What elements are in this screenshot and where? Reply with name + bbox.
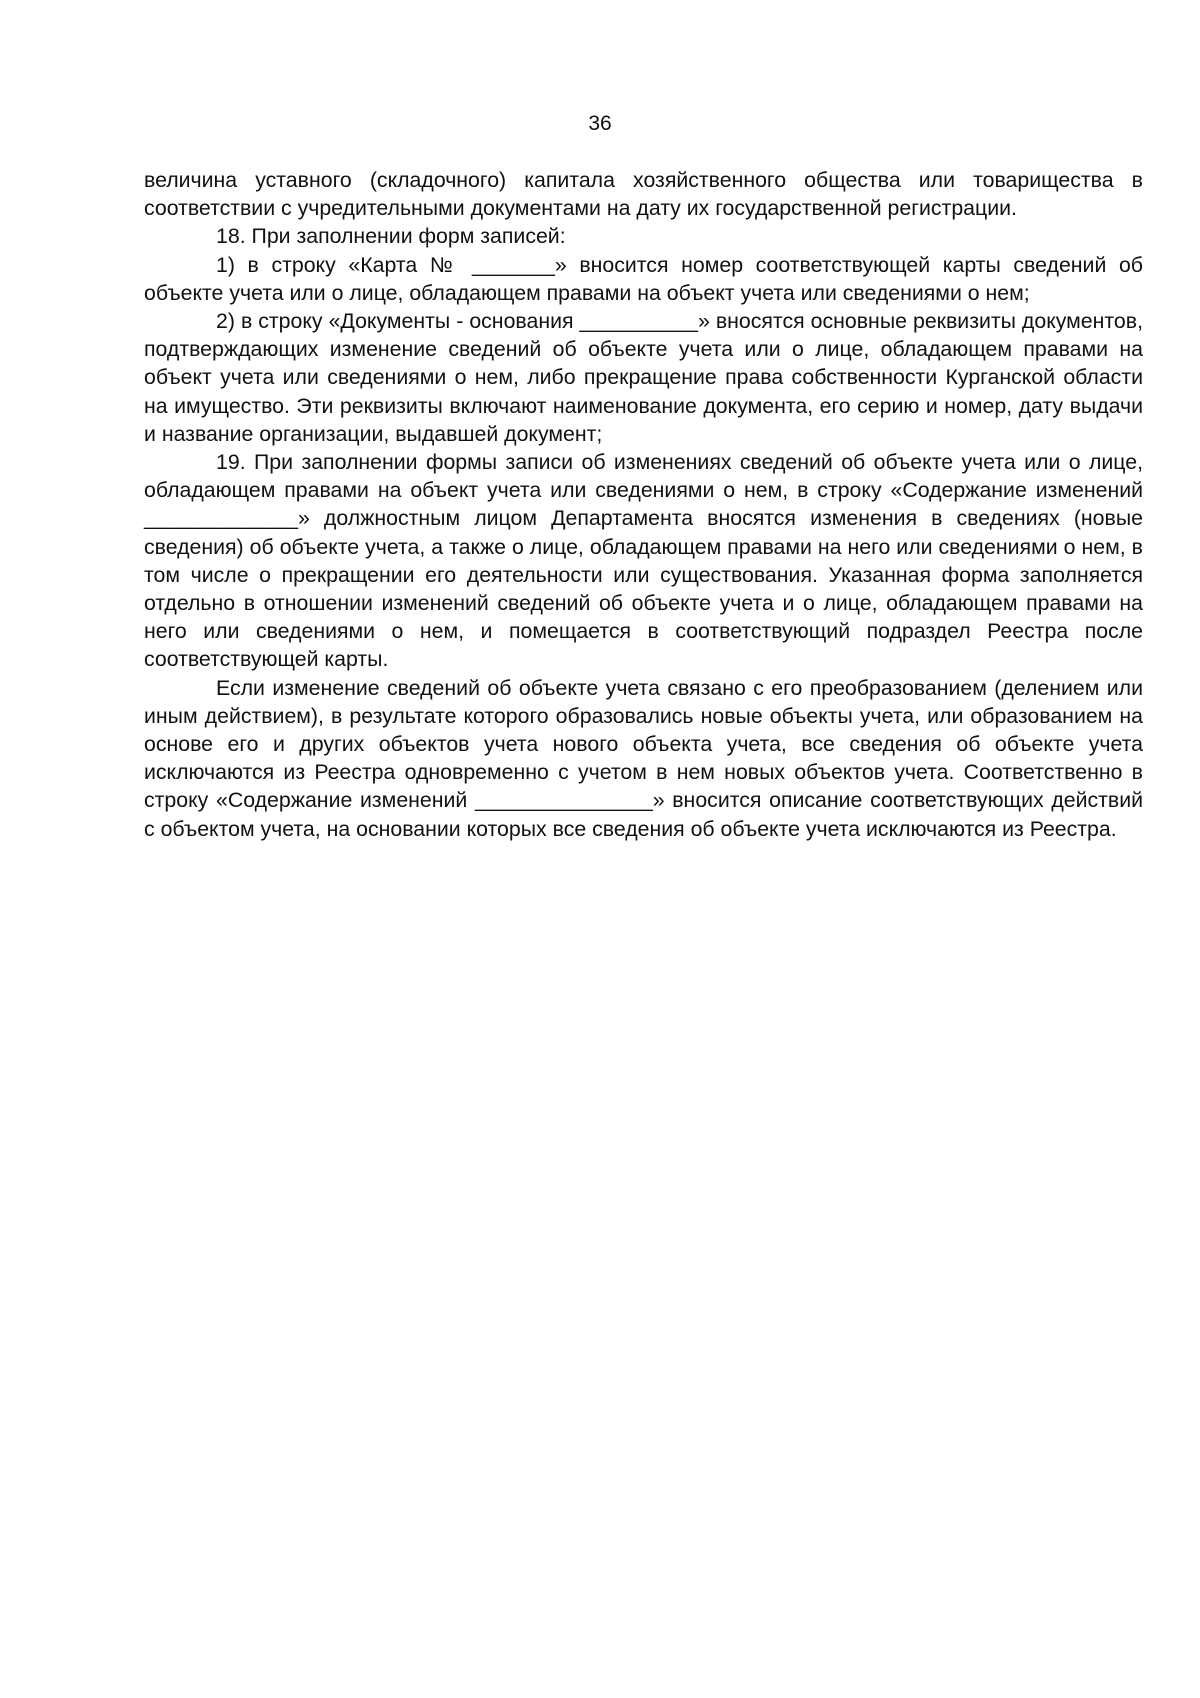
paragraph-capital-value: величина уставного (складочного) капитала хозяйственного общества или товарищества в соответствии с учредительными документами на дату их государственной регистрации.: [144, 168, 1143, 221]
paragraph-transformation: Если изменение сведений об объекте учета связано с его преобразованием (делением или иным действием), в результате которого образовались новые объекты учета, или образованием на основе его и других объектов учета нового объекта учета, все сведения об объекте учета исключаются из Реестра одновременно с учетом в нем новых объектов учета. Соответственно в строку «Содержание изменений _______________» вносится описание соответствующих действий с объектом учета, на основании которых все сведения об объекте учета исключаются из Реестра.: [144, 675, 1143, 841]
page-number: 36: [588, 112, 612, 135]
document-body: [144, 166, 1143, 843]
paragraph-item-18: 18. При заполнении форм записей:: [216, 224, 566, 249]
paragraph-item-18-2: 2) в строку «Документы - основания __________» вносятся основные реквизиты документов, подтверждающих изменение сведений об объекте учета или о лице, обладающем правами на объект учета или сведениями о нем, либо прекращение права собственности Курганской области на имущество. Эти реквизиты включают наименование документа, его серию и номер, дату выдачи и название организации, выдавшей документ;: [144, 309, 1143, 446]
paragraph-item-19: 19. При заполнении формы записи об изменениях сведений об объекте учета или о лице, обладающем правами на объект учета или сведениями о нем, в строку «Содержание изменений _____________» должностным лицом Департамента вносятся изменения в сведениях (новые сведения) об объекте учета, а также о лице, обладающем правами на него или сведениями о нем, в том числе о прекращении его деятельности или существования. Указанная форма заполняется отдельно в отношении изменений сведений об объекте учета и о лице, обладающем правами на него или сведениями о нем, и помещается в соответствующий подраздел Реестра после соответствующей карты.: [144, 450, 1143, 672]
paragraph-item-18-1: 1) в строку «Карта № _______» вносится номер соответствующей карты сведений об объекте учета или о лице, обладающем правами на объект учета или сведениями о нем;: [144, 252, 1143, 305]
